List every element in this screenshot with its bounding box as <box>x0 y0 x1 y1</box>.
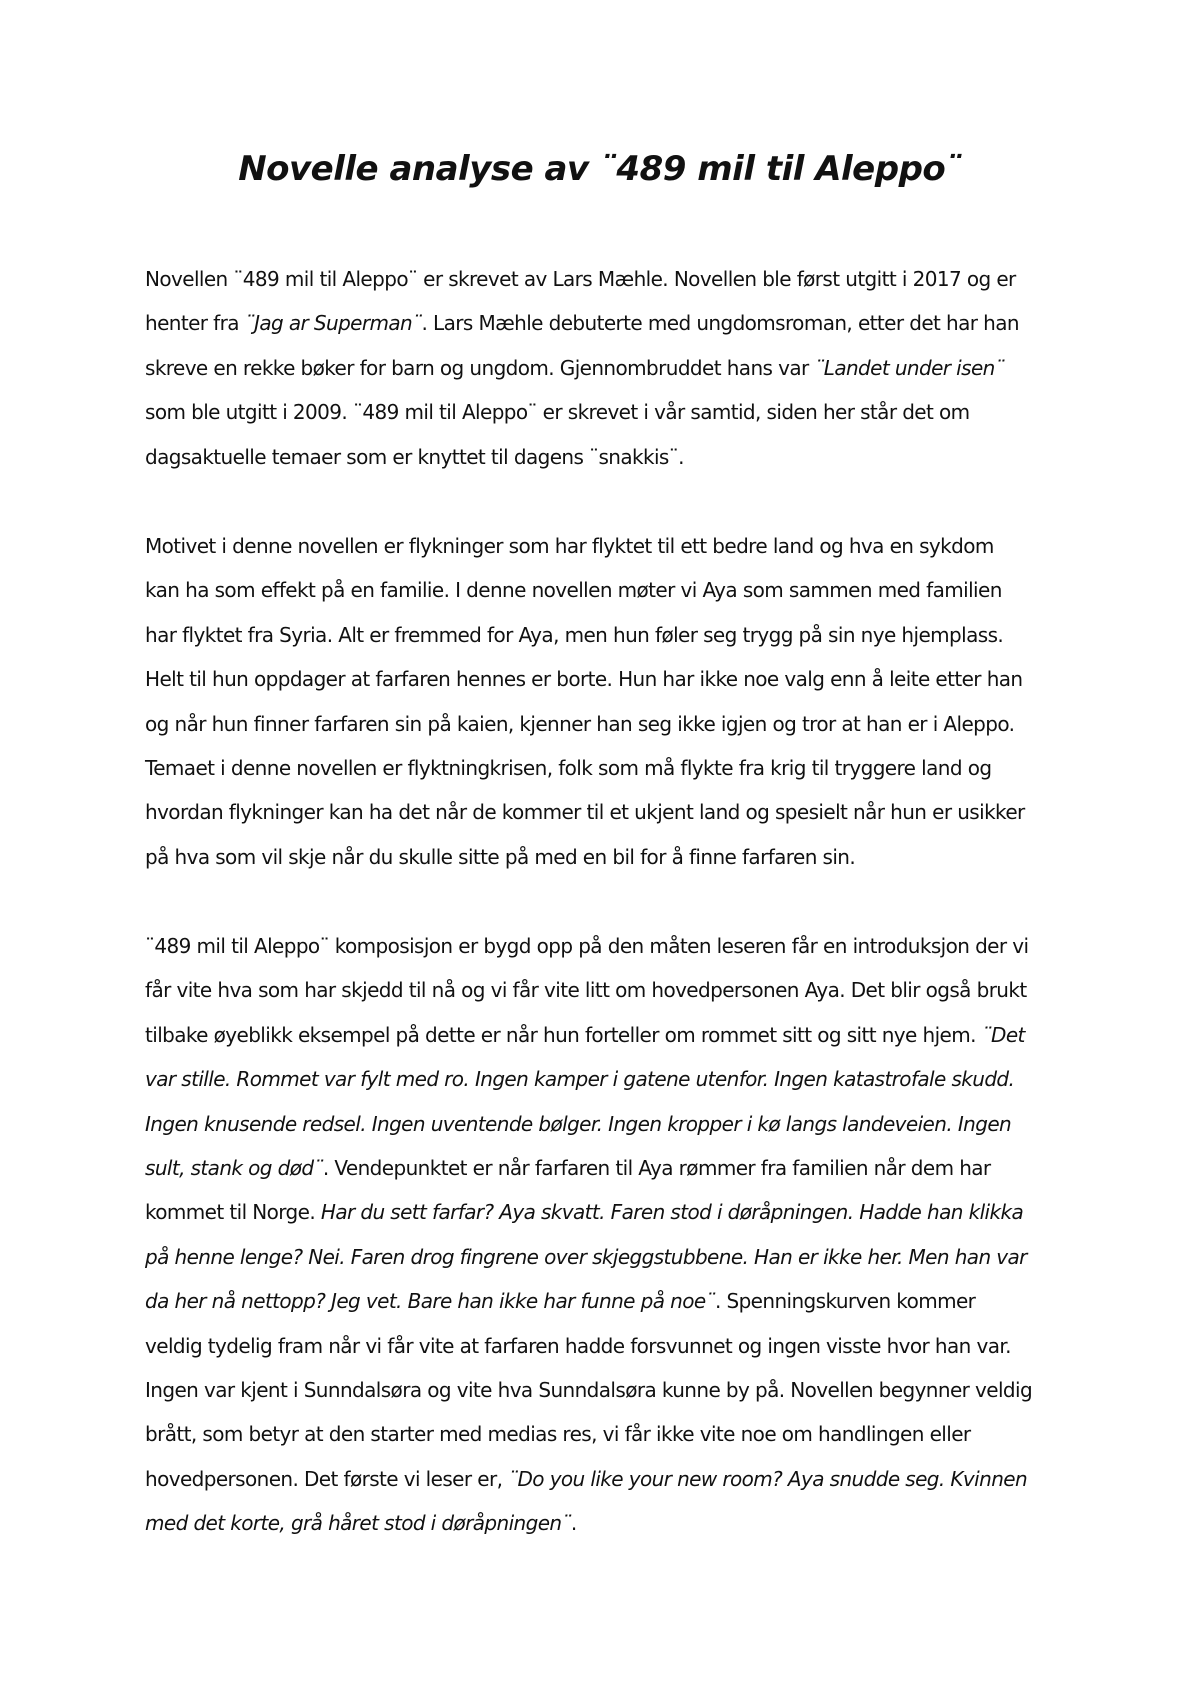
italic-text-segment: sult, stank og død¨ <box>145 1155 323 1180</box>
text-line <box>145 1279 1075 1323</box>
text-line <box>145 257 1075 301</box>
text-segment: hovedpersonen. Det første vi leser er, <box>145 1466 509 1491</box>
italic-text-segment: med det korte, grå håret stod i døråpningen¨ <box>145 1511 571 1536</box>
text-line <box>145 746 1075 790</box>
text-line <box>145 702 1075 746</box>
text-segment: og når hun finner farfaren sin på kaien, kjenner han seg ikke igjen og tror at han er i Aleppo. <box>145 711 1015 736</box>
text-line <box>145 924 1075 968</box>
italic-text-segment: Ingen knusende redsel. Ingen uventende bølger. Ingen kropper i kø langs landeveien. Ingen <box>145 1111 1012 1136</box>
text-segment: Ingen var kjent i Sunndalsøra og vite hva Sunndalsøra kunne by på. Novellen begynner veldig <box>145 1377 1033 1402</box>
text-line <box>145 657 1075 701</box>
text-line <box>145 1324 1075 1368</box>
italic-text-segment: ¨Landet under isen¨ <box>814 355 1005 380</box>
text-segment: tilbake øyeblikk eksempel på dette er når hun forteller om rommet sitt og sitt nye hjem. <box>145 1022 982 1047</box>
text-segment: på hva som vil skje når du skulle sitte på med en bil for å finne farfaren sin. <box>145 844 856 869</box>
italic-text-segment: var stille. Rommet var fylt med ro. Ingen kamper i gatene utenfor. Ingen katastrofale skudd. <box>145 1067 1015 1092</box>
text-line <box>145 1013 1075 1057</box>
text-segment: Motivet i denne novellen er flykninger som har flyktet til ett bedre land og hva en sykdom <box>145 534 994 558</box>
text-line <box>145 1057 1075 1101</box>
text-line <box>145 524 1075 568</box>
paragraph-intro <box>145 257 1075 479</box>
text-line <box>145 346 1075 390</box>
text-segment: Novellen ¨489 mil til Aleppo¨ er skrevet av Lars Mæhle. Novellen ble først utgitt i 2017 og er <box>145 267 1016 291</box>
text-segment: får vite hva som har skjedd til nå og vi får vite litt om hovedpersonen Aya. Det blir også brukt <box>145 978 1027 1003</box>
text-line <box>145 1146 1075 1190</box>
text-line <box>145 435 1075 479</box>
text-line <box>145 968 1075 1012</box>
text-line <box>145 790 1075 834</box>
italic-text-segment: da her nå nettopp? Jeg vet. Bare han ikke har funne på noe¨ <box>145 1289 715 1314</box>
text-line <box>145 301 1075 345</box>
text-line <box>145 1457 1075 1501</box>
text-segment: har flyktet fra Syria. Alt er fremmed for Aya, men hun føler seg trygg på sin nye hjemplass. <box>145 622 1004 647</box>
text-segment: ¨489 mil til Aleppo¨ komposisjon er bygd opp på den måten leseren får en introduksjon der vi <box>145 934 1029 958</box>
text-line <box>145 835 1075 879</box>
text-segment: . Spenningskurven kommer <box>714 1289 976 1314</box>
italic-text-segment: ¨Do you like your new room? Aya snudde seg. Kvinnen <box>508 1466 1028 1491</box>
text-segment: kommet til Norge. <box>145 1200 321 1225</box>
text-segment: skreve en rekke bøker for barn og ungdom. Gjennombruddet hans var <box>145 355 815 380</box>
text-line <box>145 1102 1075 1146</box>
text-segment: brått, som betyr at den starter med medias res, vi får ikke vite noe om handlingen eller <box>145 1422 971 1447</box>
text-segment: kan ha som effekt på en familie. I denne novellen møter vi Aya som sammen med familien <box>145 578 1002 603</box>
text-segment: hvordan flykninger kan ha det når de kommer til et ukjent land og spesielt når hun er usikker <box>145 800 1025 825</box>
italic-text-segment: på henne lenge? Nei. Faren drog fingrene over skjeggstubbene. Han er ikke her. Men han var <box>145 1244 1027 1269</box>
text-line <box>145 1368 1075 1412</box>
text-segment: henter fra <box>145 311 245 336</box>
text-segment: Temaet i denne novellen er flyktningkrisen, folk som må flykte fra krig til tryggere land og <box>145 755 992 780</box>
text-segment: som ble utgitt i 2009. ¨489 mil til Aleppo¨ er skrevet i vår samtid, siden her står det om <box>145 400 970 425</box>
italic-text-segment: ¨Jag ar Superman¨ <box>244 311 422 336</box>
paragraph-composition <box>145 924 1075 1545</box>
text-segment: dagsaktuelle temaer som er knyttet til dagens ¨snakkis¨. <box>145 444 684 469</box>
italic-text-segment: Har du sett farfar? Aya skvatt. Faren stod i døråpningen. Hadde han klikka <box>320 1200 1024 1225</box>
text-line <box>145 1412 1075 1456</box>
text-segment: Helt til hun oppdager at farfaren hennes er borte. Hun har ikke noe valg enn å leite etter han <box>145 667 1023 692</box>
document-title: Novelle analyse av ¨489 mil til Aleppo¨ <box>238 149 962 189</box>
text-segment: veldig tydelig fram når vi får vite at farfaren hadde forsvunnet og ingen visste hvor han var. <box>145 1333 1011 1358</box>
text-line <box>145 390 1075 434</box>
text-segment: . <box>570 1511 577 1536</box>
text-line <box>145 1235 1075 1279</box>
text-segment: . Vendepunktet er når farfaren til Aya rømmer fra familien når dem har <box>322 1155 991 1180</box>
italic-text-segment: ¨Det <box>981 1022 1025 1047</box>
text-line <box>145 1501 1075 1545</box>
paragraph-motive-theme <box>145 524 1075 879</box>
text-segment: . Lars Mæhle debuterte med ungdomsroman, etter det har han <box>421 311 1019 336</box>
text-line <box>145 568 1075 612</box>
text-line <box>145 1190 1075 1234</box>
text-line <box>145 613 1075 657</box>
